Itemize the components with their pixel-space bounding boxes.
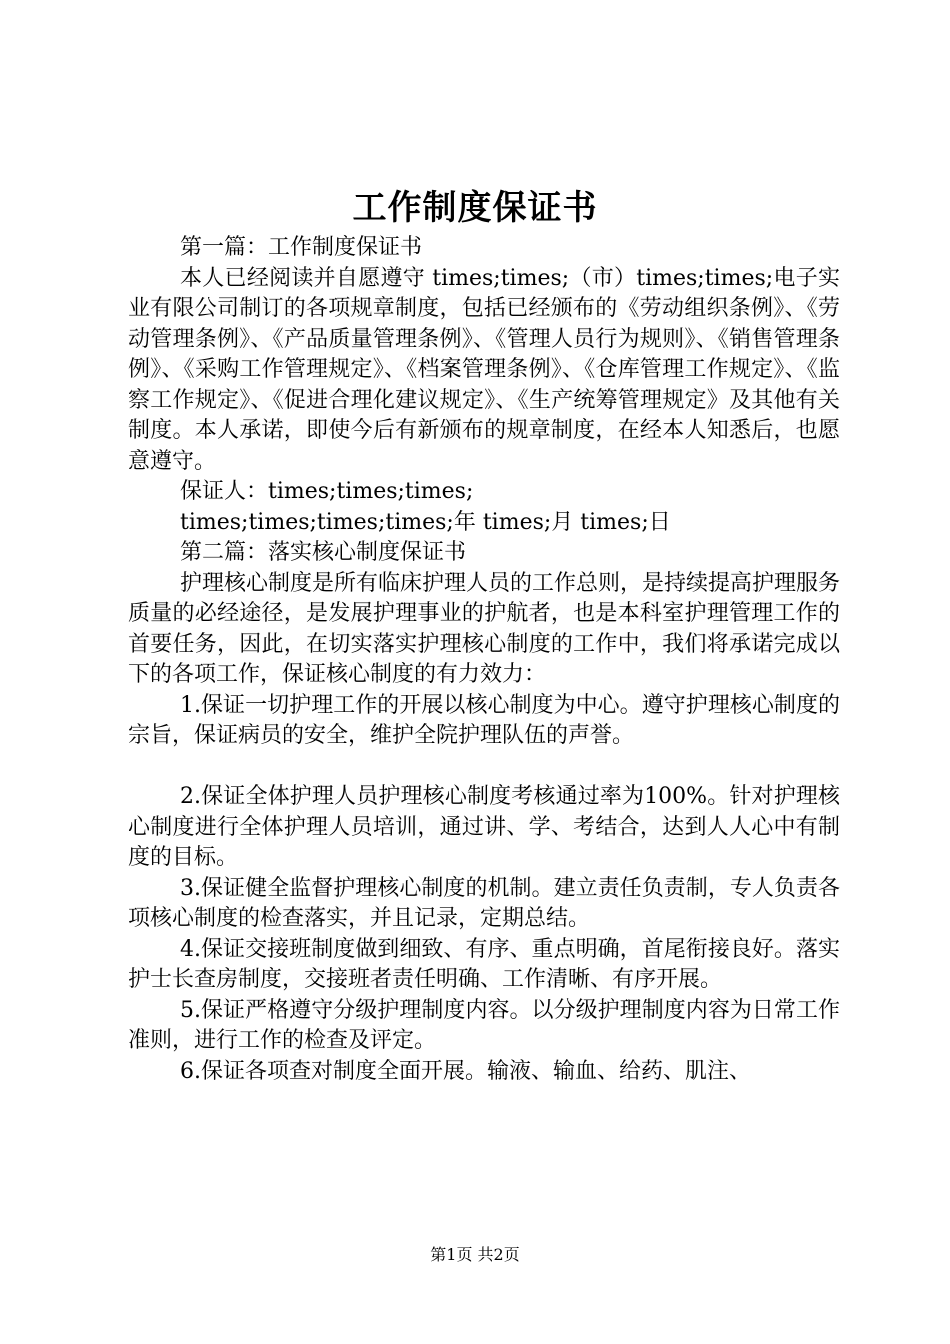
date-line: times;times;times;times;年 times;月 times;日 bbox=[180, 509, 671, 535]
list-item-2: 2.保证全体护理人员护理核心制度考核通过率为100%。针对护理核心制度进行全体护理人员培训，通过讲、学、考结合，达到人人心中有制度的目标。 bbox=[128, 784, 840, 870]
section-heading-2: 第二篇：落实核心制度保证书 bbox=[180, 540, 467, 565]
section-heading-1: 第一篇：工作制度保证书 bbox=[180, 235, 423, 260]
list-item-4: 4.保证交接班制度做到细致、有序、重点明确，首尾衔接良好。落实护士长查房制度，交接班者责任明确、工作清晰、有序开展。 bbox=[128, 936, 840, 992]
page-footer: 第1页 共2页 bbox=[430, 1245, 520, 1264]
document-title: 工作制度保证书 bbox=[352, 188, 598, 228]
guarantor-line: 保证人：times;times;times; bbox=[180, 479, 474, 504]
paragraph-gap bbox=[128, 752, 840, 783]
list-item-6: 6.保证各项查对制度全面开展。输液、输血、给药、肌注、 bbox=[180, 1058, 751, 1084]
document-body bbox=[128, 233, 840, 1087]
list-item-5: 5.保证严格遵守分级护理制度内容。以分级护理制度内容为日常工作准则，进行工作的检查及评定。 bbox=[128, 997, 840, 1053]
paragraph-intro: 护理核心制度是所有临床护理人员的工作总则，是持续提高护理服务质量的必经途径，是发展护理事业的护航者，也是本科室护理管理工作的首要任务，因此，在切实落实护理核心制度的工作中，我们将承诺完成以下的各项工作，保证核心制度的有力效力： bbox=[128, 570, 841, 687]
list-item-1: 1.保证一切护理工作的开展以核心制度为中心。遵守护理核心制度的宗旨，保证病员的安全，维护全院护理队伍的声誉。 bbox=[128, 692, 840, 748]
list-item-3: 3.保证健全监督护理核心制度的机制。建立责任负责制，专人负责各项核心制度的检查落实，并且记录，定期总结。 bbox=[128, 875, 840, 931]
paragraph-pledge: 本人已经阅读并自愿遵守 times;times;（市）times;times;电子实业有限公司制订的各项规章制度，包括已经颁布的《劳动组织条例》、《劳动管理条例》、《产品质量管理条例》、《管理人员行为规则》、《销售管理条例》、《采购工作管理规定》、《档案管理条例》、《仓库管理工作规定》、《监察工作规定》、《促进合理化建议规定》、《生产统筹管理规定》及其他有关制度。本人承诺，即使今后有新颁布的规章制度，在经本人知悉后，也愿意遵守。 bbox=[128, 265, 840, 474]
